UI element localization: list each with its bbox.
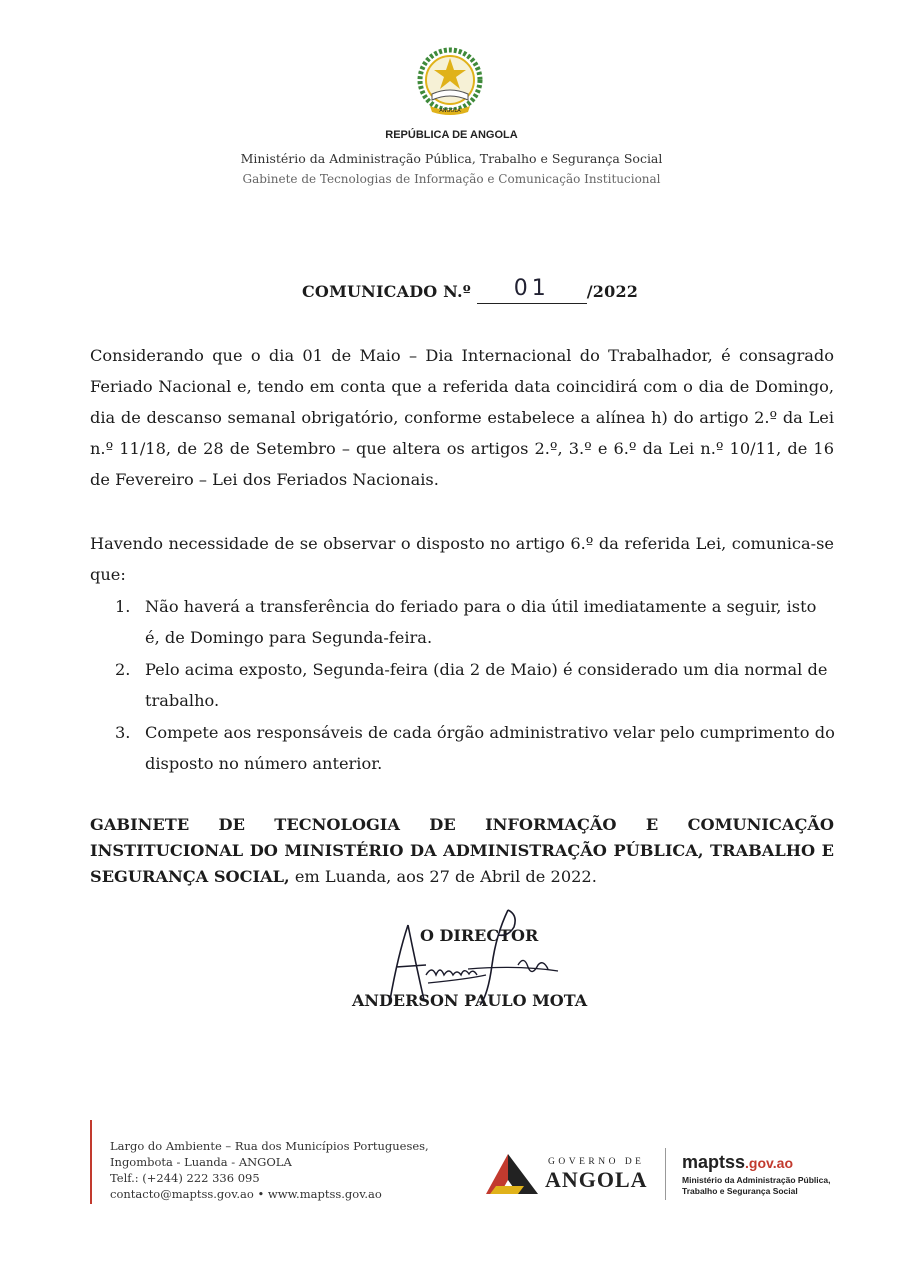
cabinet-heading: Gabinete de Tecnologias de Informação e Comunicação Institucional — [242, 172, 661, 186]
title-prefix: COMUNICADO N.º — [302, 282, 471, 301]
handwritten-signature — [368, 905, 568, 1015]
closing-paragraph — [90, 812, 834, 890]
title-suffix: /2022 — [586, 282, 639, 301]
maptss-site-name: maptss — [682, 1152, 746, 1172]
ministry-heading: Ministério da Administração Pública, Trabalho e Segurança Social — [240, 151, 663, 166]
title-number-slot — [477, 278, 587, 304]
footer-address-line: Ingombota - Luanda - ANGOLA — [110, 1155, 292, 1169]
paragraph-2: Havendo necessidade de se observar o disposto no artigo 6.º da referida Lei, comunica-se que: — [90, 534, 834, 584]
list-item-number: 3. — [115, 723, 131, 742]
list-item-number: 2. — [115, 660, 131, 679]
maptss-ministry-line: Trabalho e Segurança Social — [682, 1186, 798, 1196]
footer-accent-line — [90, 1120, 92, 1204]
closing-bold: GABINETE DE TECNOLOGIA DE INFORMAÇÃO E COMUNICAÇÃO INSTITUCIONAL DO MINISTÉRIO DA ADMINISTRAÇÃO PÚBLICA, TRABALHO E SEGURANÇA SOCIAL, — [90, 815, 834, 886]
maptss-site-domain: .gov.ao — [745, 1155, 793, 1171]
maptss-site-logo — [682, 1152, 793, 1173]
maptss-ministry-line: Ministério da Administração Pública, — [682, 1175, 831, 1185]
footer-divider — [665, 1148, 666, 1200]
list-item-text: Pelo acima exposto, Segunda-feira (dia 2 de Maio) é considerado um dia normal de trabalho. — [145, 660, 828, 710]
list-item-number: 1. — [115, 597, 131, 616]
title-number: 01 — [513, 276, 550, 301]
list-item-text: Não haverá a transferência do feriado para o dia útil imediatamente a seguir, isto é, de Domingo para Segunda-feira. — [145, 597, 817, 647]
angola-coat-of-arms-icon — [410, 44, 490, 124]
signer-role: O DIRECTOR — [420, 926, 539, 945]
closing-rest: em Luanda, aos 27 de Abril de 2022. — [289, 867, 597, 886]
angola-label: ANGOLA — [545, 1167, 648, 1192]
governo-de-angola-logo-icon — [484, 1152, 540, 1196]
signer-name: ANDERSON PAULO MOTA — [352, 991, 588, 1010]
list-item-text: Compete aos responsáveis de cada órgão administrativo velar pelo cumprimento do disposto no número anterior. — [145, 723, 835, 773]
footer-contact: contacto@maptss.gov.ao • www.maptss.gov.ao — [110, 1187, 382, 1201]
footer-phone: Telf.: (+244) 222 336 095 — [110, 1171, 260, 1185]
paragraph-1: Considerando que o dia 01 de Maio – Dia Internacional do Trabalhador, é consagrado Feriado Nacional e, tendo em conta que a referida data coincidirá com o dia de Domingo, dia de descanso semanal obrigatório, conforme estabelece a alínea h) do artigo 2.º da Lei n.º 11/18, de 28 de Setembro – que altera os artigos 2.º, 3.º e 6.º da Lei n.º 10/11, de 16 de Fevereiro – Lei dos Feriados Nacionais. — [90, 346, 834, 489]
republic-heading: REPÚBLICA DE ANGOLA — [385, 129, 518, 141]
governo-de-label: GOVERNO DE — [548, 1157, 645, 1167]
footer-address-line: Largo do Ambiente – Rua dos Municípios Portugueses, — [110, 1139, 429, 1153]
svg-text:ANGOLA: ANGOLA — [439, 108, 461, 114]
document-title — [302, 278, 638, 304]
